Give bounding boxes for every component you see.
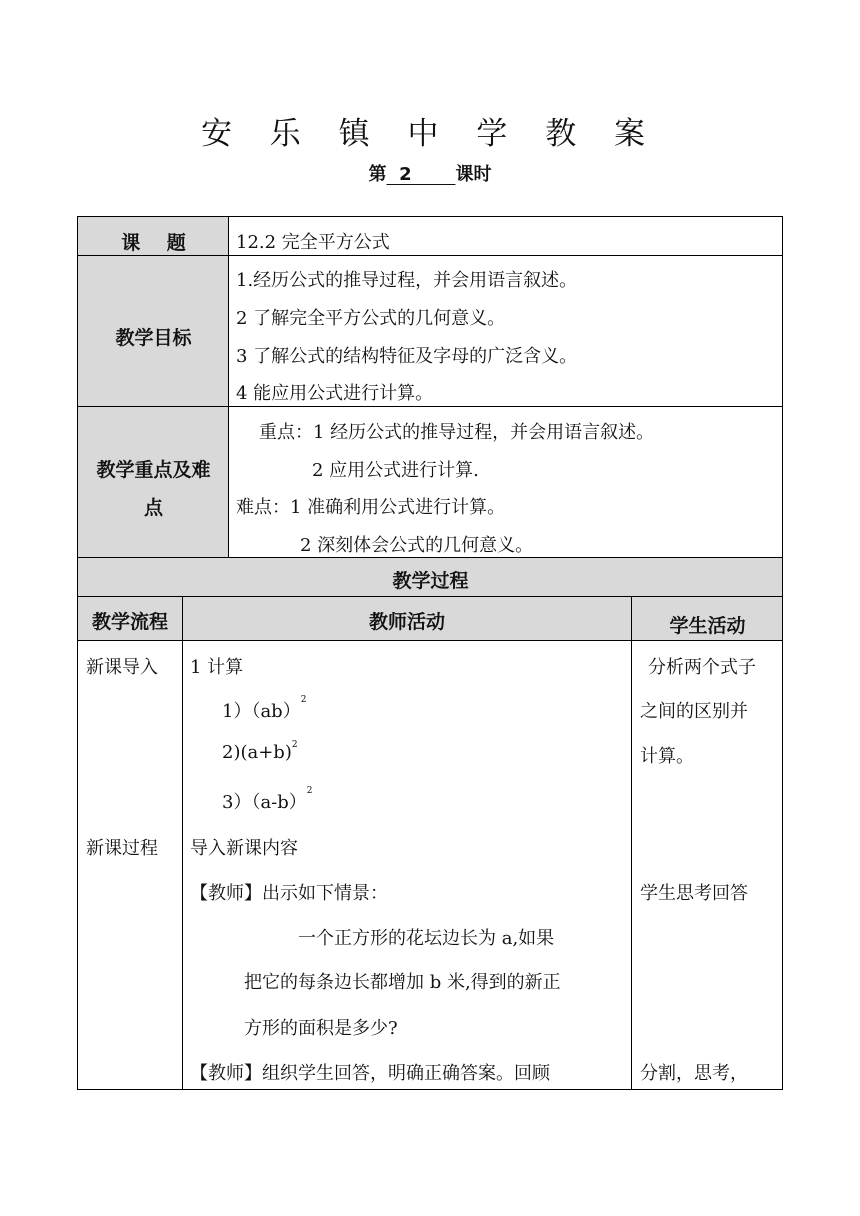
teacher-line: 【教师】组织学生回答，明确正确答案。回顾	[190, 1063, 550, 1084]
teacher-line: 一个正方形的花坛边长为 a,如果	[298, 928, 555, 949]
flow-item: 新课过程	[86, 838, 158, 859]
table-border-top	[77, 216, 783, 217]
keypoint-item: 2 深刻体会公式的几何意义。	[300, 535, 534, 556]
topic-label: 课 题	[121, 232, 186, 254]
flow-item: 新课导入	[86, 657, 158, 678]
student-line: 分析两个式子	[648, 657, 756, 678]
student-line: 计算。	[640, 746, 694, 767]
teacher-line: $2)(a+b)^2$	[222, 740, 298, 763]
divider	[77, 406, 783, 407]
student-line: 分割，思考，	[640, 1063, 748, 1084]
teacher-line: 【教师】出示如下情景：	[190, 883, 388, 904]
teacher-line: $3)(a-b)^2$	[222, 786, 313, 813]
teacher-line: 导入新课内容	[190, 838, 298, 859]
teacher-line: 1）（ab）$^2$	[222, 695, 307, 722]
student-line: 之间的区别并	[640, 701, 748, 722]
lesson-prefix: 第	[368, 164, 387, 185]
keypoints-label-line1: 教学重点及难	[96, 459, 211, 481]
student-line: 学生思考回答	[640, 883, 748, 904]
teacher-line: 1 计算	[190, 657, 244, 678]
document-title: 安 乐 镇 中 学 教 案	[200, 116, 660, 152]
topic-value: 12.2 完全平方公式	[236, 232, 390, 253]
goal-item: 1.经历公式的推导过程，并会用语言叙述。	[236, 270, 578, 291]
divider	[631, 596, 632, 1090]
goal-item: 4 能应用公式进行计算。	[236, 383, 434, 404]
divider	[77, 557, 783, 558]
keypoint-item: 2 应用公式进行计算.	[312, 460, 479, 481]
lesson-number-line	[0, 160, 860, 186]
lesson-suffix: 课时	[455, 164, 492, 185]
goal-item: 2 了解完全平方公式的几何意义。	[236, 308, 506, 329]
keypoint-item: 难点：1 准确利用公式进行计算。	[236, 497, 506, 518]
keypoints-label-line2: 点	[143, 497, 163, 519]
goals-label: 教学目标	[115, 327, 192, 349]
process-section-title: 教学过程	[392, 570, 469, 592]
col-header-student: 学生活动	[669, 615, 746, 637]
goal-item: 3 了解公式的结构特征及字母的广泛含义。	[236, 346, 578, 367]
col-header-flow: 教学流程	[91, 611, 168, 633]
teacher-line: 把它的每条边长都增加 b 米,得到的新正	[244, 972, 561, 993]
divider	[77, 255, 783, 256]
col-header-teacher: 教师活动	[368, 611, 445, 633]
teacher-line: 方形的面积是多少?	[244, 1018, 398, 1039]
keypoint-item: 重点：1 经历公式的推导过程，并会用语言叙述。	[259, 422, 655, 443]
divider	[182, 596, 183, 1090]
table-border-right	[782, 216, 783, 1090]
lesson-number: 2	[399, 164, 412, 185]
